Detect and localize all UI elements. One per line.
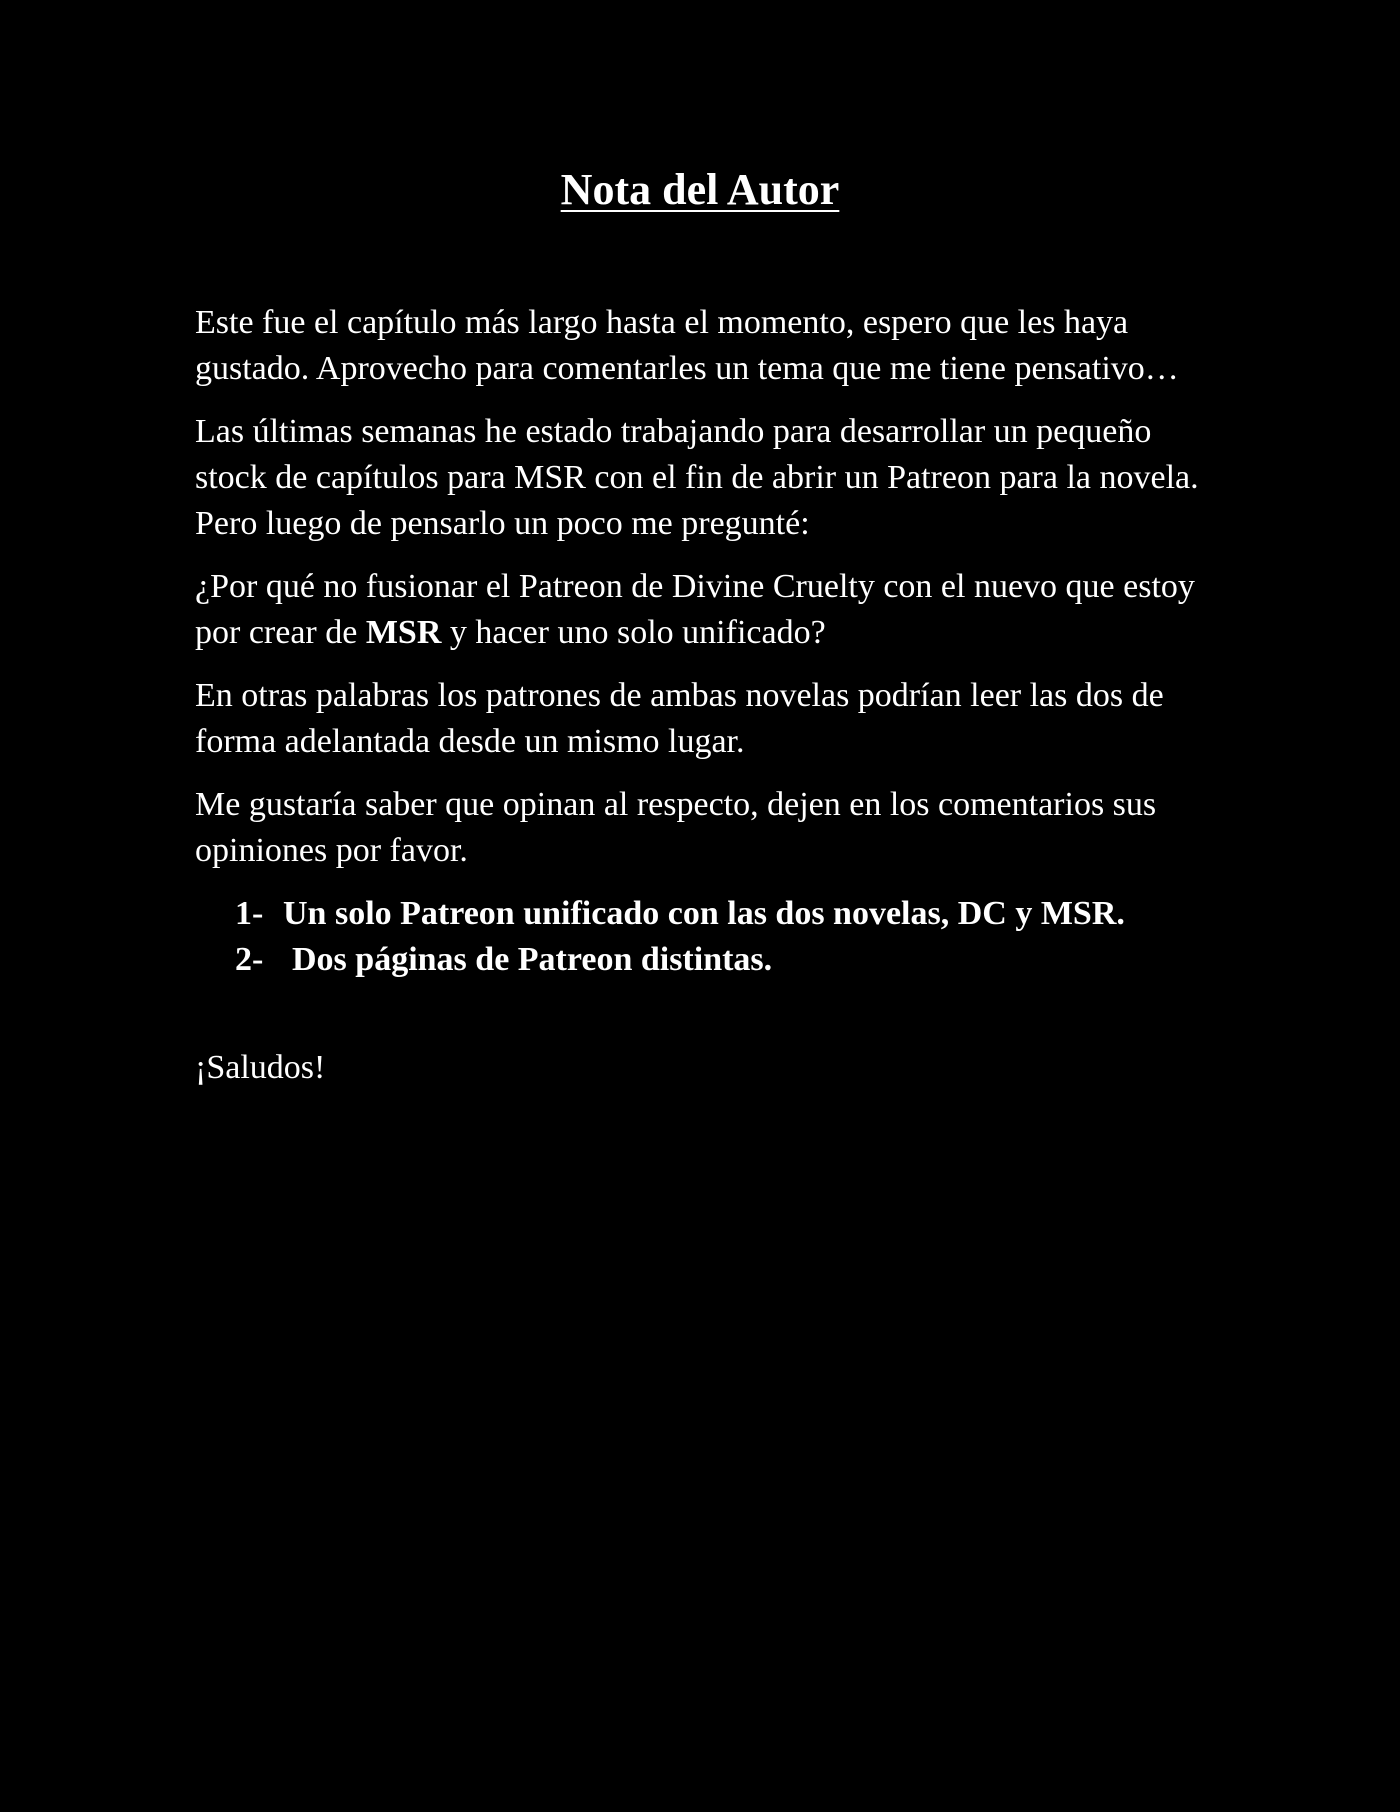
closing-greeting: ¡Saludos! (195, 1049, 326, 1086)
option-text: Dos páginas de Patreon distintas. (292, 941, 773, 978)
option-number: 2- (235, 941, 264, 978)
page-title: Nota del Autor (560, 165, 840, 214)
paragraph-explanation: En otras palabras los patrones de ambas novelas podrían leer las dos de forma adelantada desde un mismo lugar. (195, 677, 1164, 760)
question-text-end: y hacer uno solo unificado? (441, 614, 826, 651)
option-text: Un solo Patreon unificado con las dos novelas, DC y MSR. (283, 895, 1125, 932)
document-body (195, 300, 1225, 1108)
options-list (235, 891, 1225, 983)
question-text-start: ¿Por qué no fusionar el Patreon de Divine Cruelty con el nuevo que estoy por crear de (195, 568, 1195, 651)
option-item (235, 891, 1225, 937)
option-number: 1- (235, 895, 264, 932)
paragraph-question (195, 564, 1225, 656)
paragraph-intro: Este fue el capítulo más largo hasta el momento, espero que les haya gustado. Aprovecho para comentarles un tema que me tiene pensativo… (195, 304, 1179, 387)
paragraph-request: Me gustaría saber que opinan al respecto, dejen en los comentarios sus opiniones por favor. (195, 786, 1157, 869)
option-item (235, 937, 1225, 983)
question-bold-msr: MSR (365, 614, 442, 651)
paragraph-context: Las últimas semanas he estado trabajando para desarrollar un pequeño stock de capítulos para MSR con el fin de abrir un Patreon para la novela. Pero luego de pensarlo un poco me pregunté: (195, 413, 1199, 542)
